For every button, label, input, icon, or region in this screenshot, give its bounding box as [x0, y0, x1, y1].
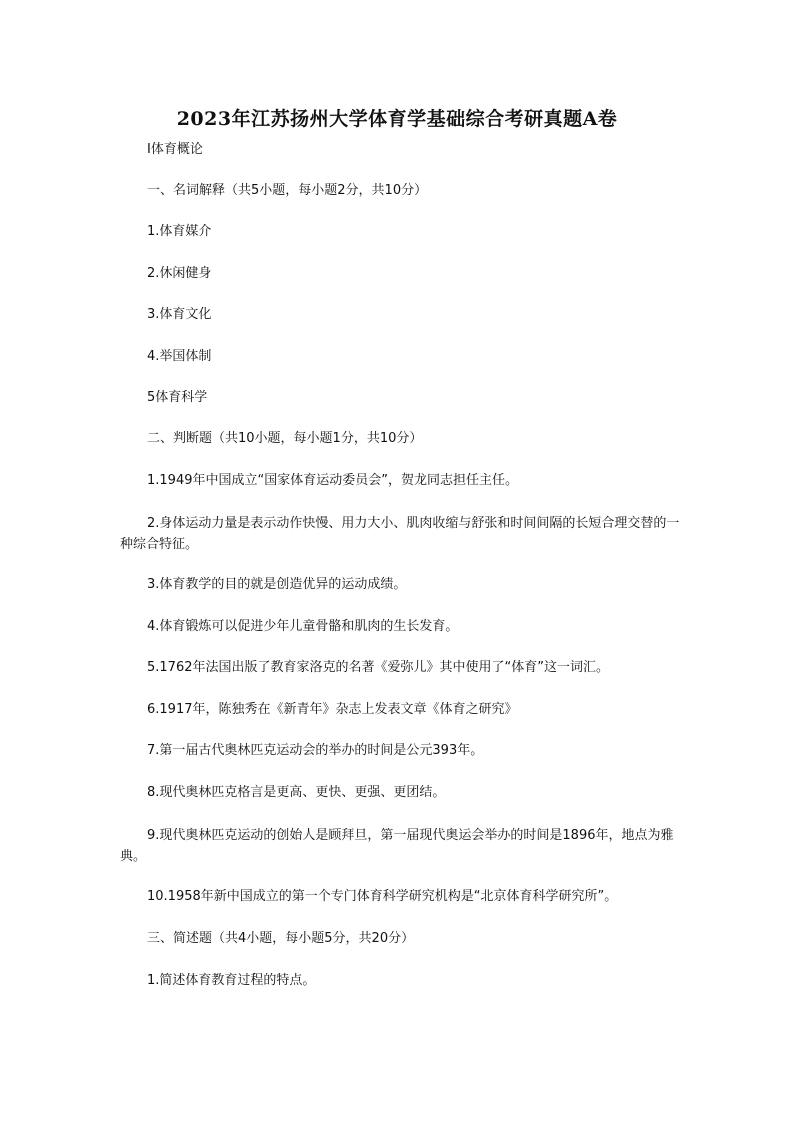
- true-false-item: 3.体育教学的目的就是创造优异的运动成绩。: [147, 577, 407, 592]
- definition-item: 5体育科学: [147, 390, 208, 405]
- true-false-item: 10.1958年新中国成立的第一个专门体育科学研究机构是“北京体育科学研究所”。: [147, 889, 618, 904]
- part-heading: Ⅰ体育概论: [147, 142, 203, 157]
- section-heading-true-false: 二、判断题（共10小题，每小题1分，共10分）: [147, 431, 423, 446]
- true-false-item: 6.1917年，陈独秀在《新青年》杂志上发表文章《体育之研究》: [147, 702, 518, 717]
- true-false-item: 4.体育锻炼可以促进少年儿童骨骼和肌肉的生长发育。: [147, 619, 459, 634]
- definition-item: 2.休闲健身: [147, 266, 212, 281]
- true-false-item: 7.第一届古代奥林匹克运动会的举办的时间是公元393年。: [147, 743, 484, 758]
- section-heading-definitions: 一、名词解释（共5小题，每小题2分，共10分）: [147, 183, 428, 198]
- true-false-item: 9.现代奥林匹克运动的创始人是顾拜旦，第一届现代奥运会举办的时间是1896年，地点为雅典。: [120, 828, 674, 864]
- definition-item: 4.举国体制: [147, 349, 212, 364]
- definition-item: 1.体育媒介: [147, 224, 212, 239]
- true-false-item: 8.现代奥林匹克格言是更高、更快、更强、更团结。: [147, 785, 446, 800]
- true-false-item: 1.1949年中国成立“国家体育运动委员会”，贺龙同志担任主任。: [147, 473, 518, 488]
- document-title: 2023年江苏扬州大学体育学基础综合考研真题A卷: [176, 108, 618, 130]
- definition-item: 3.体育文化: [147, 307, 212, 322]
- section-heading-short-answer: 三、简述题（共4小题，每小题5分，共20分）: [147, 931, 415, 946]
- true-false-item: 2.身体运动力量是表示动作快慢、用力大小、肌肉收缩与舒张和时间间隔的长短合理交替的一种综合特征。: [120, 516, 680, 552]
- true-false-item: 5.1762年法国出版了教育家洛克的名著《爱弥儿》其中使用了“体育”这一词汇。: [147, 660, 609, 675]
- short-answer-item: 1.简述体育教育过程的特点。: [147, 973, 316, 988]
